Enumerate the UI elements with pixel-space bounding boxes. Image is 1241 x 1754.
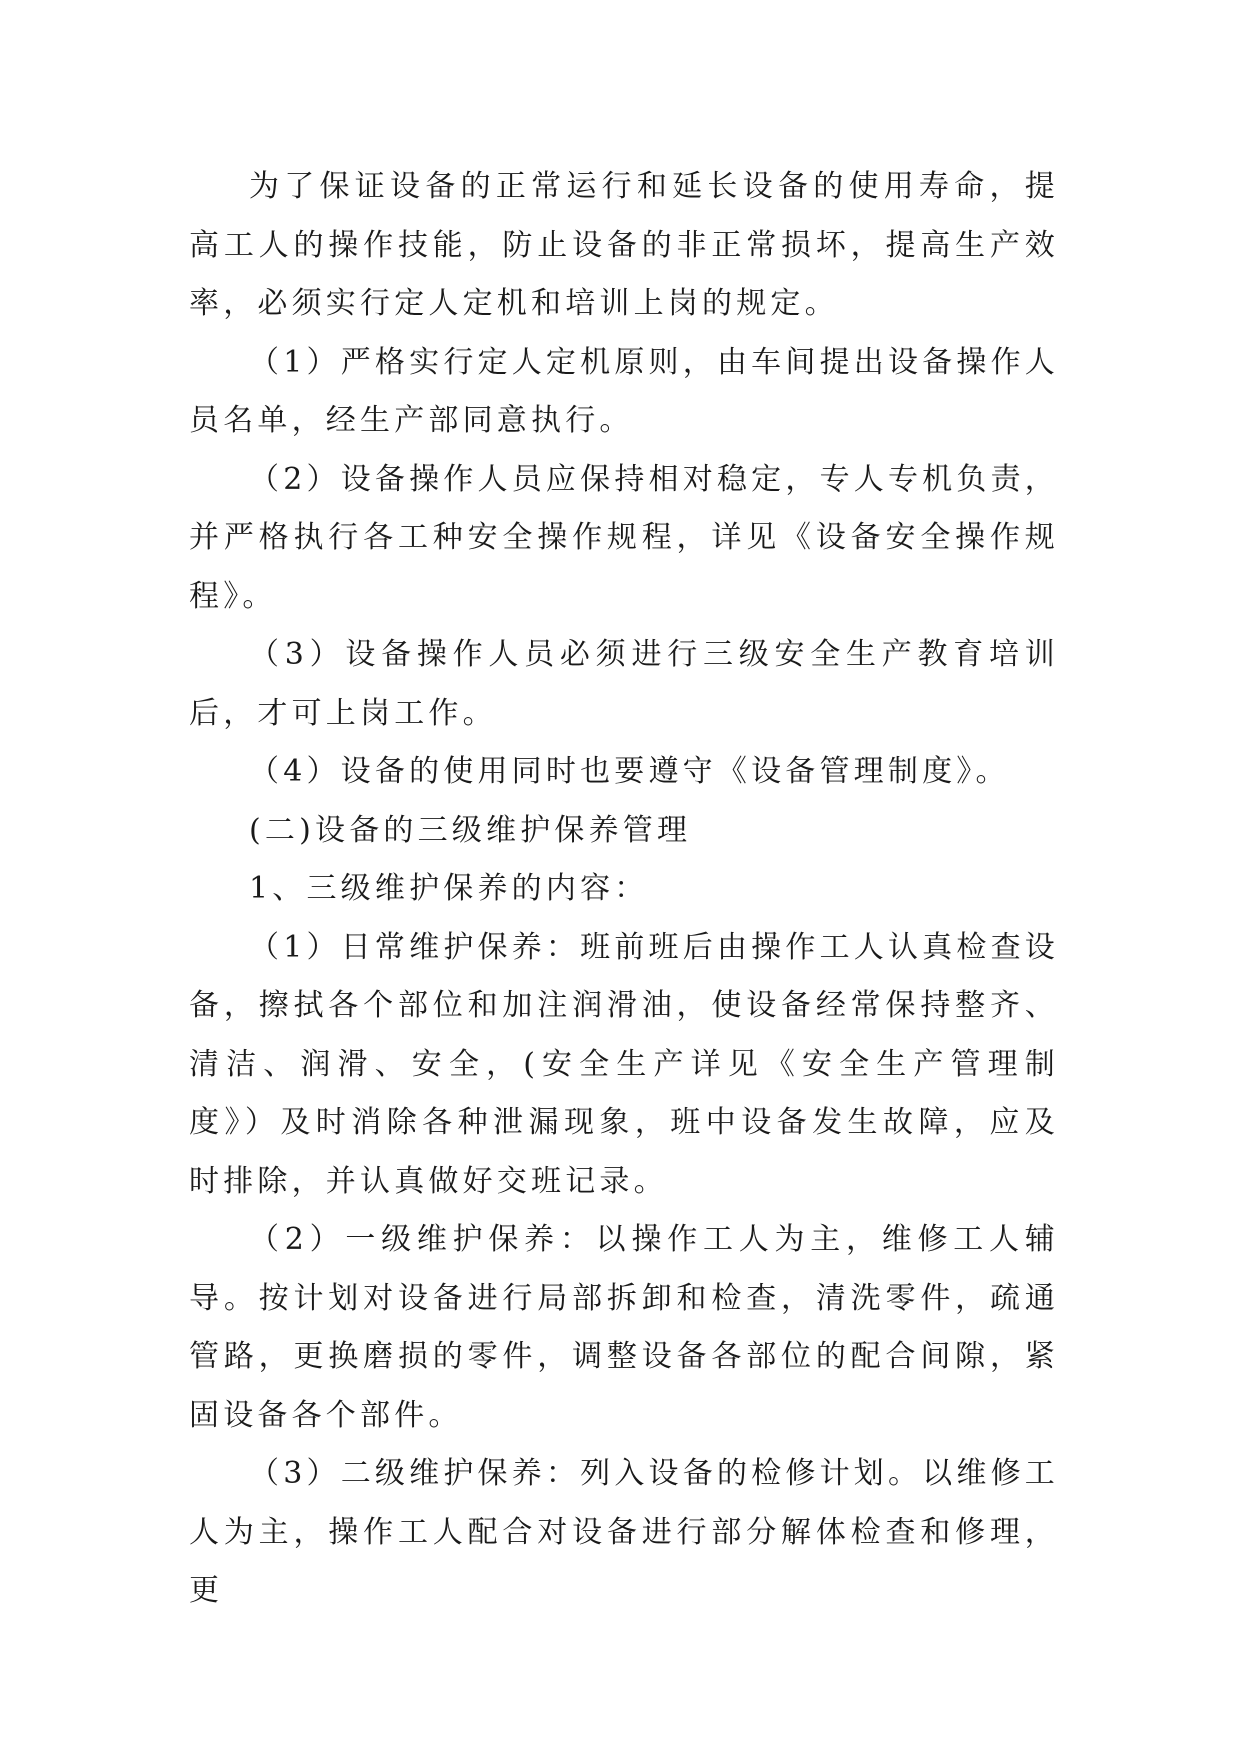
paragraph-intro: 为了保证设备的正常运行和延长设备的使用寿命，提高工人的操作技能，防止设备的非正常损坏，提高生产效率，必须实行定人定机和培训上岗的规定。	[189, 169, 1059, 321]
paragraph-item-1: （1）严格实行定人定机原则，由车间提出设备操作人员名单，经生产部同意执行。	[189, 344, 1059, 438]
subsection-heading: 1、三级维护保养的内容：	[249, 871, 649, 906]
paragraph-item-2: （2）设备操作人员应保持相对稳定，专人专机负责，并严格执行各工种安全操作规程，详见《设备安全操作规程》。	[189, 461, 1059, 614]
document-body	[189, 158, 1059, 1621]
section-heading: (二)设备的三级维护保养管理	[249, 812, 692, 848]
paragraph-item-3: （3）设备操作人员必须进行三级安全生产教育培训后，才可上岗工作。	[189, 637, 1059, 731]
paragraph-item-4: （4）设备的使用同时也要遵守《设备管理制度》。	[249, 754, 1010, 789]
paragraph-daily-maintenance: （1）日常维护保养：班前班后由操作工人认真检查设备，擦拭各个部位和加注润滑油，使设备经常保持整齐、清洁、润滑、安全，(安全生产详见《安全生产管理制度》）及时消除各种泄漏现象，班中设备发生故障，应及时排除，并认真做好交班记录。	[189, 929, 1059, 1199]
paragraph-level-1-maintenance: （2）一级维护保养：以操作工人为主，维修工人辅导。按计划对设备进行局部拆卸和检查，清洗零件，疏通管路，更换磨损的零件，调整设备各部位的配合间隙，紧固设备各个部件。	[189, 1222, 1059, 1433]
paragraph-level-2-maintenance: （3）二级维护保养：列入设备的检修计划。以维修工人为主，操作工人配合对设备进行部分解体检查和修理，更	[189, 1456, 1059, 1608]
